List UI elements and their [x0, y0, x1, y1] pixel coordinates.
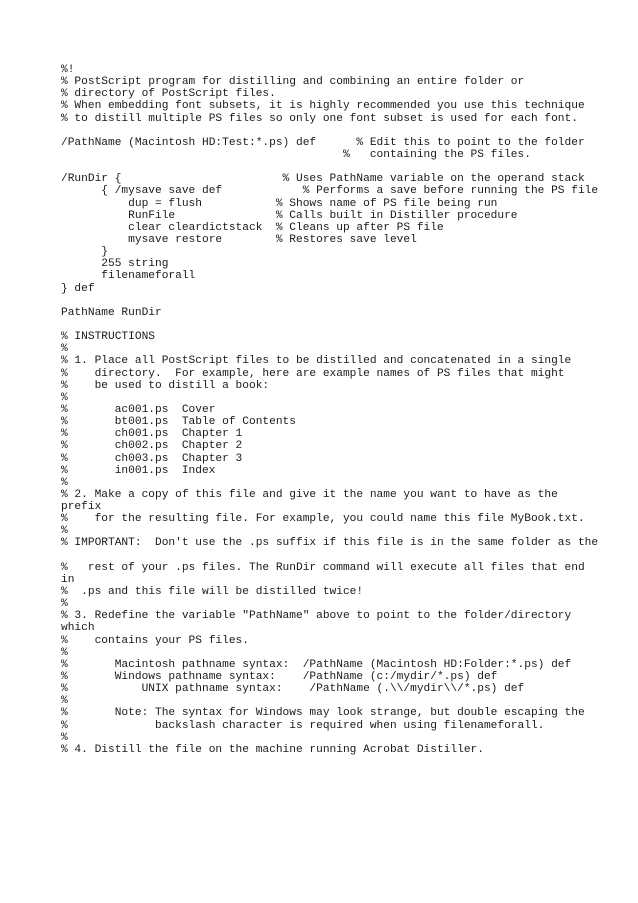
code-line: } def	[61, 282, 95, 295]
code-line: % Note: The syntax for Windows may look strange, but double escaping the	[61, 707, 585, 720]
code-line: %	[61, 695, 68, 708]
code-line	[61, 550, 621, 562]
code-line: prefix	[61, 501, 102, 514]
code-line: % directory. For example, here are example names of PS files that might	[61, 367, 565, 380]
code-line: % .ps and this file will be distilled twice!	[61, 586, 364, 599]
code-line: RunFile % Calls built in Distiller procedure	[61, 209, 518, 222]
code-line: % to distill multiple PS files so only one font subset is used for each font.	[61, 112, 578, 125]
code-line: % UNIX pathname syntax: /PathName (.\\/mydir\\/*.ps) def	[61, 683, 525, 696]
code-line: %	[61, 731, 68, 744]
code-line: % for the resulting file. For example, you could name this file MyBook.txt.	[61, 513, 585, 526]
code-line: % Windows pathname syntax: /PathName (c:/mydir/*.ps) def	[61, 671, 498, 684]
code-line: % Macintosh pathname syntax: /PathName (Macintosh HD:Folder:*.ps) def	[61, 658, 572, 671]
code-line: which	[61, 622, 95, 635]
code-line: % 4. Distill the file on the machine running Acrobat Distiller.	[61, 743, 484, 756]
code-line: %	[61, 646, 68, 659]
code-line: % directory of PostScript files.	[61, 88, 276, 101]
code-line: filenameforall	[61, 270, 196, 283]
code-line: % bt001.ps Table of Contents	[61, 416, 296, 429]
code-line: %	[61, 598, 68, 611]
code-line: % 3. Redefine the variable "PathName" above to point to the folder/directory	[61, 610, 572, 623]
code-line: % 2. Make a copy of this file and give it the name you want to have as the	[61, 488, 558, 501]
code-line: %!	[61, 64, 75, 76]
code-line: % ch003.ps Chapter 3	[61, 452, 243, 465]
code-line: }	[61, 246, 108, 259]
postscript-code-listing	[61, 64, 621, 756]
code-line: % rest of your .ps files. The RunDir command will execute all files that end	[61, 561, 585, 574]
code-line	[61, 125, 621, 137]
code-line	[61, 161, 621, 173]
code-line: % backslash character is required when using filenameforall.	[61, 719, 545, 732]
code-line: %	[61, 476, 68, 489]
code-line: %	[61, 525, 68, 538]
code-line: % be used to distill a book:	[61, 379, 270, 392]
code-line: % ac001.ps Cover	[61, 403, 216, 416]
code-line: in	[61, 573, 75, 586]
code-line: % When embedding font subsets, it is highly recommended you use this technique	[61, 100, 585, 113]
code-line: % PostScript program for distilling and combining an entire folder or	[61, 76, 525, 89]
code-line: /PathName (Macintosh HD:Test:*.ps) def % Edit this to point to the folder	[61, 136, 585, 149]
code-line: %	[61, 343, 68, 356]
code-line: { /mysave save def % Performs a save before running the PS file	[61, 185, 599, 198]
code-line: % contains your PS files.	[61, 634, 249, 647]
code-line	[61, 319, 621, 331]
code-line: %	[61, 391, 68, 404]
code-line: % IMPORTANT: Don't use the .ps suffix if this file is in the same folder as the	[61, 537, 599, 550]
code-line: PathName RunDir	[61, 306, 162, 319]
code-line: 255 string	[61, 258, 169, 271]
code-line: /RunDir { % Uses PathName variable on the operand stack	[61, 173, 585, 186]
code-line: % containing the PS files.	[61, 148, 531, 161]
code-line: % 1. Place all PostScript files to be distilled and concatenated in a single	[61, 355, 572, 368]
code-line: clear cleardictstack % Cleans up after PS file	[61, 221, 444, 234]
code-line: % ch002.ps Chapter 2	[61, 440, 243, 453]
code-line	[61, 295, 621, 307]
code-line: % ch001.ps Chapter 1	[61, 428, 243, 441]
code-line: mysave restore % Restores save level	[61, 233, 417, 246]
code-line: dup = flush % Shows name of PS file being run	[61, 197, 498, 210]
code-line: % INSTRUCTIONS	[61, 331, 155, 344]
code-line: % in001.ps Index	[61, 464, 216, 477]
